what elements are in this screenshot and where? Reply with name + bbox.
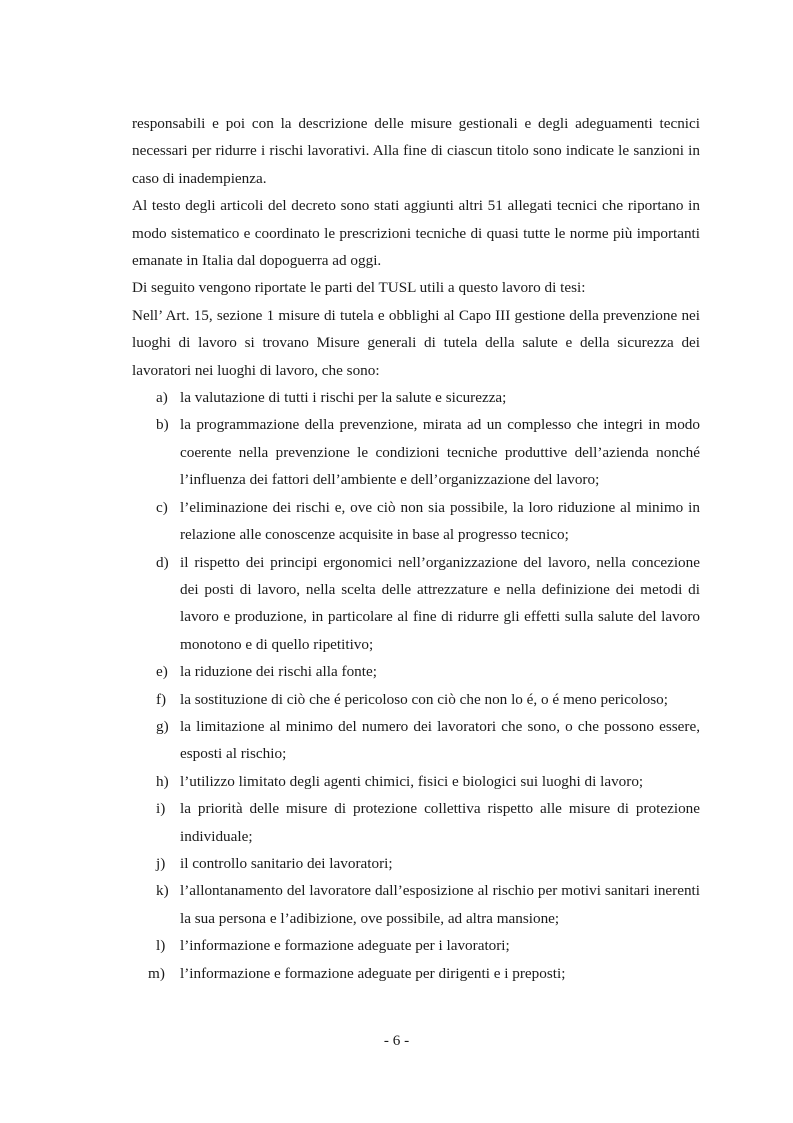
list-marker: a) xyxy=(156,389,168,407)
list-item xyxy=(132,713,700,768)
measures-list xyxy=(132,384,700,987)
paragraph: Al testo degli articoli del decreto sono stati aggiunti altri 51 allegati tecnici che riportano in modo sistematico e coordinato le prescrizioni tecniche di quasi tutte le norme più importanti emanate in Italia dal dopoguerra ad oggi. xyxy=(132,197,700,270)
list-item-text: l’allontanamento del lavoratore dall’esposizione al rischio per motivi sanitari inerenti la sua persona e l’adibizione, ove possibile, ad altra mansione; xyxy=(180,882,700,927)
list-marker: g) xyxy=(156,717,169,735)
list-item-text: la riduzione dei rischi alla fonte; xyxy=(180,663,377,681)
list-marker: c) xyxy=(156,498,168,516)
list-item xyxy=(132,494,700,549)
list-item-text: l’eliminazione dei rischi e, ove ciò non sia possibile, la loro riduzione al minimo in relazione alle conoscenze acquisite in base al progresso tecnico; xyxy=(180,498,700,544)
list-item xyxy=(132,686,700,713)
list-item-text: il rispetto dei principi ergonomici nell’organizzazione del lavoro, nella concezione dei posti di lavoro, nella scelta delle attrezzature e nella definizione dei metodi di lavoro e produzione, in particolare al fine di ridurre gli effetti sulla salute del lavoro monotono e di quello ripetitivo; xyxy=(180,553,700,653)
list-item xyxy=(132,932,700,959)
list-item xyxy=(132,411,700,493)
list-item xyxy=(132,549,700,659)
list-item xyxy=(132,384,700,411)
list-marker: i) xyxy=(156,800,166,818)
list-marker: m) xyxy=(148,964,165,982)
list-marker: j) xyxy=(156,854,166,872)
list-item-text: la limitazione al minimo del numero dei lavoratori che sono, o che possono essere, esposti al rischio; xyxy=(180,717,700,763)
list-marker: d) xyxy=(156,553,169,571)
paragraph: Nell’ Art. 15, sezione 1 misure di tutela e obblighi al Capo III gestione della prevenzione nei luoghi di lavoro si trovano Misure generali di tutela della salute e della sicurezza dei lavoratori nei luoghi di lavoro, che sono: xyxy=(132,306,700,379)
list-item-text: il controllo sanitario dei lavoratori; xyxy=(180,854,393,872)
list-item xyxy=(132,877,700,932)
list-item-text: l’informazione e formazione adeguate per i lavoratori; xyxy=(180,937,510,955)
paragraph: Di seguito vengono riportate le parti del TUSL utili a questo lavoro di tesi: xyxy=(132,279,586,297)
list-item xyxy=(132,658,700,685)
list-item xyxy=(132,850,700,877)
list-item xyxy=(132,960,700,987)
list-marker: h) xyxy=(156,772,169,790)
body-text xyxy=(132,110,700,987)
list-item-text: la programmazione della prevenzione, mirata ad un complesso che integri in modo coerente nella prevenzione le condizioni tecniche produttive dell’azienda nonché l’influenza dei fattori dell’ambiente e dell’organizzazione del lavoro; xyxy=(180,416,700,489)
list-item-text: l’informazione e formazione adeguate per dirigenti e i preposti; xyxy=(180,964,566,982)
list-item xyxy=(132,768,700,795)
list-marker: k) xyxy=(156,882,169,900)
list-item-text: la priorità delle misure di protezione collettiva rispetto alle misure di protezione individuale; xyxy=(180,800,700,845)
list-marker: e) xyxy=(156,663,168,681)
list-item-text: la valutazione di tutti i rischi per la salute e sicurezza; xyxy=(180,389,507,407)
list-marker: l) xyxy=(156,937,166,955)
page-number: - 6 - xyxy=(383,1032,410,1049)
list-item-text: l’utilizzo limitato degli agenti chimici, fisici e biologici sui luoghi di lavoro; xyxy=(180,772,644,790)
list-marker: f) xyxy=(156,690,167,708)
paragraph: responsabili e poi con la descrizione delle misure gestionali e degli adeguamenti tecnici necessari per ridurre i rischi lavorativi. Alla fine di ciascun titolo sono indicate le sanzioni in caso di inadempienza. xyxy=(132,115,700,187)
list-marker: b) xyxy=(156,416,169,434)
list-item-text: la sostituzione di ciò che é pericoloso con ciò che non lo é, o é meno pericoloso; xyxy=(180,690,668,708)
list-item xyxy=(132,795,700,850)
